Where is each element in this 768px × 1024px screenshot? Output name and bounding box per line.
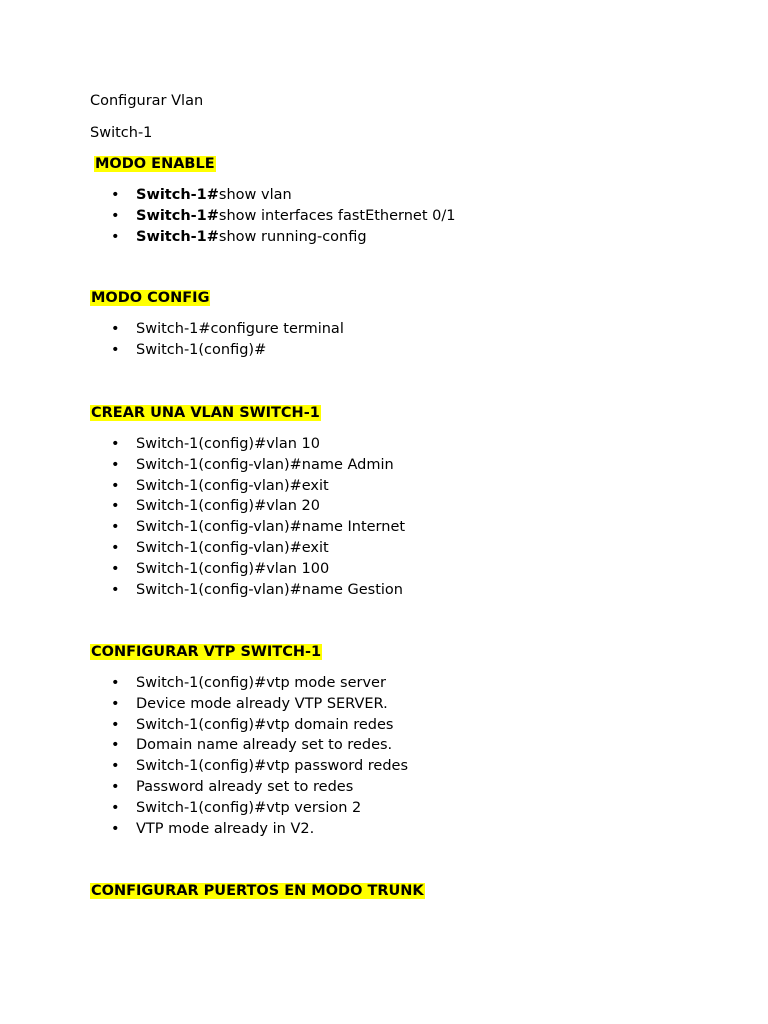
list-item: • Switch-1(config)#vlan 20 [0, 496, 405, 517]
list-item: • Switch-1#configure terminal [0, 319, 344, 340]
list-item: • Switch-1(config)#vtp domain redes [0, 715, 408, 736]
vtp-command-list [0, 673, 408, 839]
list-item: • VTP mode already in V2. [0, 819, 408, 840]
heading-text: CONFIGURAR PUERTOS EN MODO TRUNK [91, 883, 424, 899]
section-heading-trunk [90, 881, 425, 901]
list-item: • Switch-1(config-vlan)#exit [0, 538, 405, 559]
list-item: • Switch-1(config-vlan)#name Admin [0, 455, 405, 476]
list-item: • Switch-1(config-vlan)#exit [0, 476, 405, 497]
document-title: Configurar Vlan [90, 93, 204, 109]
enable-command-list [0, 185, 455, 247]
list-item: • Switch-1(config)#vtp password redes [0, 756, 408, 777]
command-text: show interfaces fastEthernet 0/1 [218, 207, 456, 224]
prompt-text: Switch-1# [136, 207, 219, 224]
list-item: • Switch-1(config)#vtp version 2 [0, 798, 408, 819]
section-heading-enable [94, 154, 216, 174]
heading-text: MODO CONFIG [91, 290, 210, 306]
list-item: • Switch-1(config-vlan)#name Gestion [0, 580, 405, 601]
vlan-command-list [0, 434, 405, 600]
list-item: • Switch-1(config)#vlan 100 [0, 559, 405, 580]
list-item: • Password already set to redes [0, 777, 408, 798]
heading-text: MODO ENABLE [95, 156, 215, 172]
command-text: show vlan [218, 187, 292, 203]
section-heading-vlan [90, 403, 321, 423]
list-item [0, 227, 455, 248]
list-item: • Switch-1(config)#vlan 10 [0, 434, 405, 455]
heading-text: CREAR UNA VLAN SWITCH-1 [91, 405, 320, 421]
list-item: • Device mode already VTP SERVER. [0, 694, 408, 715]
list-item [0, 185, 455, 206]
document-subtitle: Switch-1 [90, 125, 153, 141]
list-item: • Switch-1(config)#vtp mode server [0, 673, 408, 694]
list-item: • Switch-1(config)# [0, 340, 344, 361]
list-item [0, 206, 455, 227]
section-heading-vtp [90, 642, 322, 662]
list-item: • Switch-1(config-vlan)#name Internet [0, 517, 405, 538]
prompt-text: Switch-1# [136, 228, 219, 245]
heading-text: CONFIGURAR VTP SWITCH-1 [91, 644, 322, 660]
config-command-list [0, 319, 344, 361]
command-text: show running-config [218, 228, 367, 245]
prompt-text: Switch-1# [136, 187, 219, 203]
section-heading-config [90, 288, 210, 308]
list-item: • Domain name already set to redes. [0, 735, 408, 756]
